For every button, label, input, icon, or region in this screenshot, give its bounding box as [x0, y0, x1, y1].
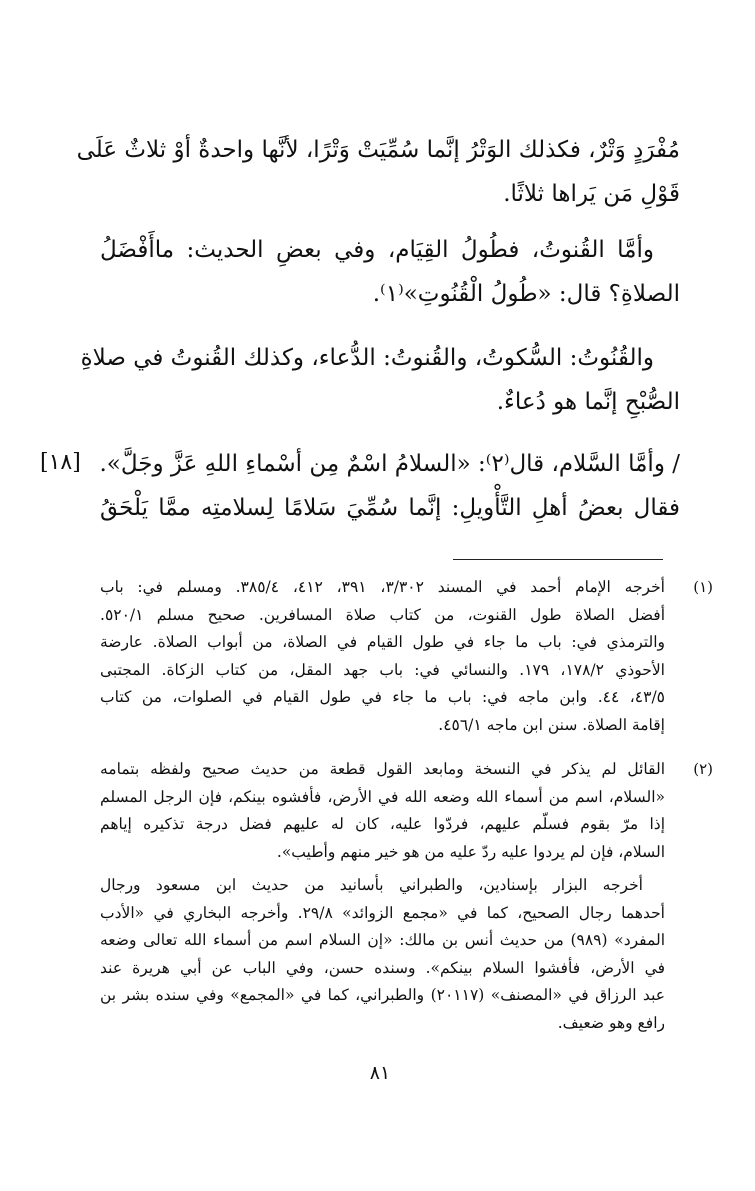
footnote-line: إذا مرّ بقوم فسلّم عليهم، فردّوا عليه، كان له عليهم فضل درجة تذكيره إياهم: [100, 815, 665, 833]
footnote-line: ٤٣/٥، ٤٤. وابن ماجه في: باب ما جاء في طول القيام في الصلوات، من كتاب: [100, 688, 665, 706]
footnote-line: رافع وهو ضعيف.: [557, 1013, 665, 1032]
text-line: الصُّبْحِ إنَّما هو دُعاءٌ.: [496, 389, 680, 415]
text-line: مُفْرَدٍ وَتْرٌ، فكذلك الوَتْرُ إنَّما سُمِّيَتْ وَتْرًا، لأنَّها واحدةٌ أوْ ثلاثٌ عَلَى: [76, 137, 680, 163]
paragraph-salam: [100, 442, 680, 530]
paragraph-qunut-meaning: [80, 336, 680, 424]
footnote-number: (٢): [693, 760, 713, 778]
text-line: والقُنُوتُ: السُّكوتُ، والقُنوتُ: الدُّعاء، وكذلك القُنوتُ في صلاةِ: [80, 345, 654, 371]
footnote-line: المفرد» (٩٨٩) من حديث أنس بن مالك: «إن السلام اسم من أسماء الله تعالى وضعه: [100, 931, 665, 949]
page-marker: [١٨]: [40, 450, 81, 475]
footnote-number: (١): [693, 578, 713, 596]
footnote-line: الأحوذي ١٧٨/٢، ١٧٩. والنسائي في: باب جهد المقل، من كتاب الزكاة. المجتبى: [100, 660, 665, 679]
footnote-line: أفضل الصلاة طول القنوت، من كتاب صلاة المسافرين. صحيح مسلم ٥٢٠/١.: [100, 605, 665, 624]
text-line: قَوْلِ مَن يَراها ثلاثًا.: [503, 181, 680, 207]
footnote-line: أحدهما رجال الصحيح، كما في «مجمع الزوائد» ٢٩/٨. وأخرجه البخاري في «الأدب: [100, 903, 665, 922]
footnote-1: [100, 574, 713, 739]
text-line: فقال بعضُ أهلِ التَّأْويلِ: إنَّما سُمِّيَ سَلامًا لِسلامتِه ممَّا يَلْحَقُ: [100, 495, 680, 521]
footnote-line: «السلام، اسم من أسماء الله وضعه الله في الأرض، فأفشوه بينكم، فإن الرجل المسلم: [100, 787, 665, 806]
paragraph-witr: [76, 128, 680, 216]
text-line: الصلاةِ؟ قال: «طُولُ الْقُنُوتِ»⁽١⁾.: [372, 281, 680, 307]
footnote-divider: [453, 559, 663, 560]
footnote-2: [100, 756, 713, 1037]
footnote-line: أخرجه البزار بإسنادين، والطبراني بأسانيد من حديث ابن مسعود ورجال: [100, 876, 643, 894]
footnote-line: السلام، فإن لم يردوا عليه ردّ عليه من هو خير منهم وأطيب».: [276, 842, 665, 861]
page-number: ٨١: [369, 1062, 391, 1084]
paragraph-qunut: [100, 228, 680, 316]
footnote-line: القائل لم يذكر في النسخة ومابعد القول قطعة من حديث صحيح ولفظه بتمامه: [100, 760, 665, 778]
footnote-line: إقامة الصلاة. سنن ابن ماجه ٤٥٦/١.: [438, 715, 665, 734]
footnote-line: والترمذي في: باب ما جاء في طول القيام في الصلاة، من أبواب الصلاة. عارضة: [100, 633, 665, 651]
footnote-line: في الأرض، فأفشوا السلام بينكم». وسنده حسن، وفي الباب عن أبي هريرة عند: [100, 958, 665, 977]
text-line: / وأمَّا السَّلام، قال⁽٢⁾: «السلامُ اسْمٌ مِن أسْماءِ اللهِ عَزَّ وجَلَّ».: [99, 451, 680, 477]
footnote-line: أخرجه الإمام أحمد في المسند ٣/٣٠٢، ٣٩١، ٤١٢، ٣٨٥/٤. ومسلم في: باب: [100, 578, 665, 596]
text-line: وأمَّا القُنوتُ، فطُولُ القِيَام، وفي بعضِ الحديث: ماأَفْضَلُ: [100, 237, 654, 263]
footnote-line: عبد الرزاق في «المصنف» (٢٠١١٧) والطبراني، كما في «المجمع» وفي سنده بشر بن: [100, 986, 665, 1004]
